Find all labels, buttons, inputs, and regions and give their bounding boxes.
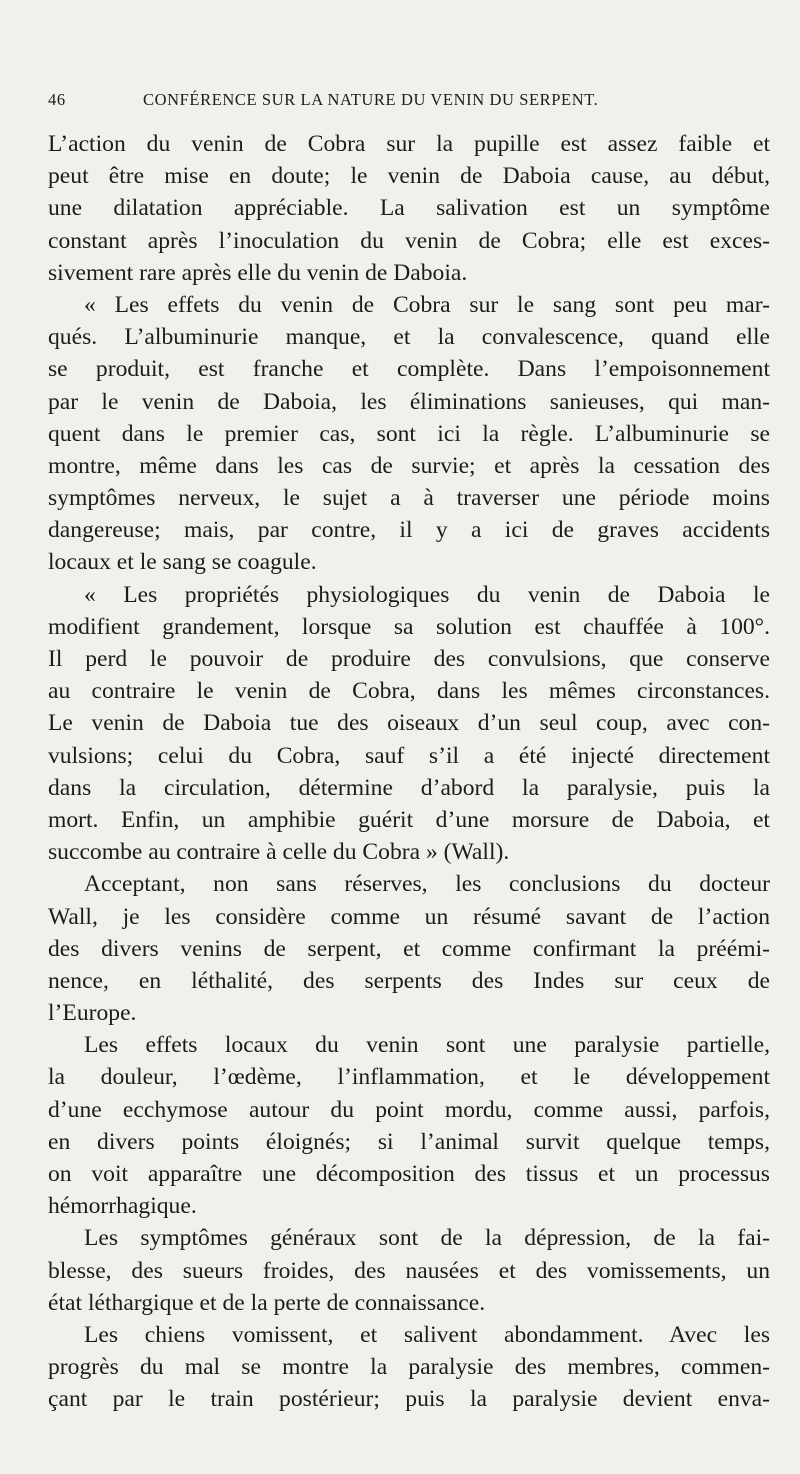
text-line: en divers points éloignés; si l’animal survit quelque temps, <box>48 1128 770 1155</box>
text-line: Le venin de Daboia tue des oiseaux d’un seul coup, avec con- <box>48 710 770 737</box>
text-line: symptômes nerveux, le sujet a à traverser une période moins <box>48 485 770 512</box>
text-line: vulsions; celui du Cobra, sauf s’il a été injecté directement <box>48 742 770 769</box>
text-line: « Les effets du venin de Cobra sur le sang sont peu mar- <box>84 291 770 318</box>
text-line: modifient grandement, lorsque sa solution est chauffée à 100°. <box>48 613 770 640</box>
text-line: au contraire le venin de Cobra, dans les mêmes circonstances. <box>48 678 770 705</box>
text-line: une dilatation appréciable. La salivation est un symptôme <box>48 195 770 222</box>
text-line: d’une ecchymose autour du point mordu, comme aussi, parfois, <box>48 1096 770 1123</box>
text-line: mort. Enfin, un amphibie guérit d’une morsure de Daboia, et <box>48 806 770 833</box>
text-line: état léthargique et de la perte de connaissance. <box>48 1289 486 1316</box>
text-line: Les symptômes généraux sont de la dépression, de la fai- <box>84 1225 770 1252</box>
text-line: l’Europe. <box>48 1000 137 1027</box>
text-line: « Les propriétés physiologiques du venin de Daboia le <box>84 581 770 608</box>
text-line: çant par le train postérieur; puis la paralysie devient enva- <box>48 1386 770 1413</box>
text-line: Wall, je les considère comme un résumé savant de l’action <box>48 903 770 930</box>
running-head <box>48 90 770 112</box>
text-line: dans la circulation, détermine d’abord la paralysie, puis la <box>48 774 770 801</box>
text-line: par le venin de Daboia, les éliminations sanieuses, qui man- <box>48 388 770 415</box>
text-line: progrès du mal se montre la paralysie des membres, commen- <box>48 1354 770 1381</box>
text-line: on voit apparaître une décomposition des tissus et un processus <box>48 1161 770 1187</box>
text-line: constant après l’inoculation du venin de Cobra; elle est exces- <box>48 227 770 254</box>
text-line: quent dans le premier cas, sont ici la règle. L’albuminurie se <box>48 420 770 447</box>
text-line: sivement rare après elle du venin de Daboia. <box>48 259 468 286</box>
text-line: locaux et le sang se coagule. <box>48 549 317 576</box>
text-line: dangereuse; mais, par contre, il y a ici de graves accidents <box>48 517 770 544</box>
text-line: peut être mise en doute; le venin de Daboia cause, au début, <box>48 163 770 190</box>
text-line: Les chiens vomissent, et salivent abondamment. Avec les <box>84 1321 770 1348</box>
text-line: la douleur, l’œdème, l’inflammation, et le développement <box>48 1064 770 1091</box>
text-line: se produit, est franche et complète. Dans l’empoisonnement <box>48 356 770 383</box>
page-number: 46 <box>48 90 66 109</box>
text-line: des divers venins de serpent, et comme confirmant la préémi- <box>48 935 770 962</box>
body-text <box>48 128 770 1416</box>
text-line: nence, en léthalité, des serpents des Indes sur ceux de <box>48 967 770 994</box>
text-line: montre, même dans les cas de survie; et après la cessation des <box>48 452 770 479</box>
text-line: Il perd le pouvoir de produire des convulsions, que conserve <box>48 646 770 672</box>
text-line: hémorrhagique. <box>48 1193 197 1220</box>
text-line: Acceptant, non sans réserves, les conclusions du docteur <box>84 871 770 898</box>
text-line: L’action du venin de Cobra sur la pupille est assez faible et <box>48 131 770 157</box>
running-title: CONFÉRENCE SUR LA NATURE DU VENIN DU SERPENT. <box>143 90 599 109</box>
text-line: qués. L’albuminurie manque, et la convalescence, quand elle <box>48 324 770 351</box>
text-line: succombe au contraire à celle du Cobra » (Wall). <box>48 839 510 866</box>
text-line: blesse, des sueurs froides, des nausées et des vomissements, un <box>48 1257 770 1284</box>
text-line: Les effets locaux du venin sont une paralysie partielle, <box>84 1032 770 1059</box>
